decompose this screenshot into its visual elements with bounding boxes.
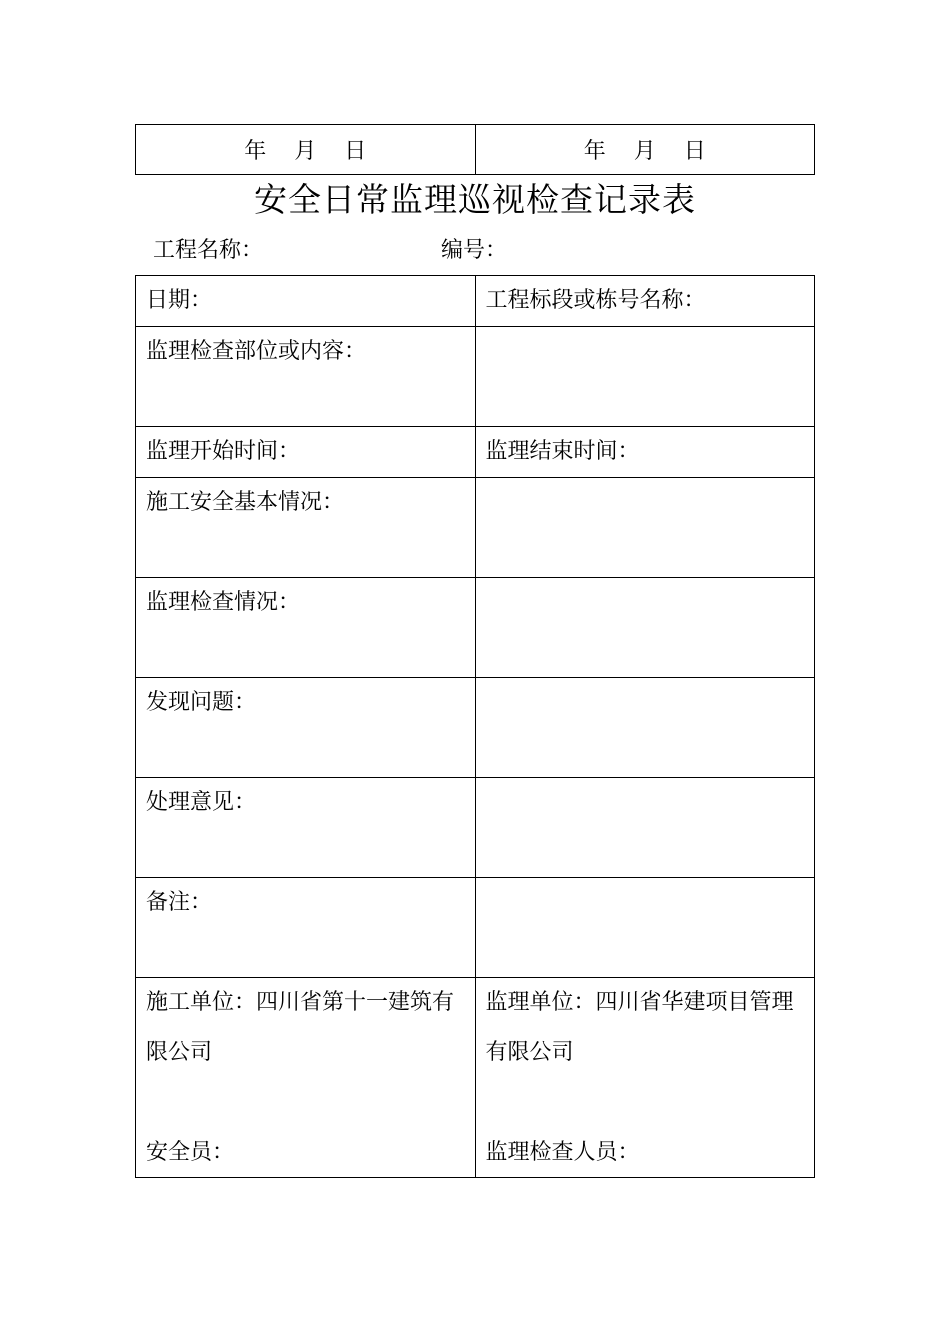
section-cell: 工程标段或栋号名称：	[475, 276, 815, 327]
inspector-label: 监理检查人员：	[485, 1140, 640, 1165]
issues-value-cell	[475, 678, 815, 778]
start-time-cell: 监理开始时间：	[136, 427, 476, 478]
inspection-part-cell: 监理检查部位或内容：	[136, 327, 476, 427]
construction-unit-cell	[136, 978, 476, 1178]
date-left: 年 月 日	[136, 125, 476, 175]
safety-officer-label: 安全员：	[146, 1140, 235, 1165]
issues-cell: 发现问题：	[136, 678, 476, 778]
table-row	[136, 878, 815, 978]
table-row	[136, 427, 815, 478]
page-title: 安全日常监理巡视检查记录表	[254, 180, 696, 219]
date-header-table	[135, 124, 815, 175]
table-row	[136, 978, 815, 1178]
table-row	[136, 678, 815, 778]
supervision-unit-cell	[475, 978, 815, 1178]
table-row	[136, 276, 815, 327]
remarks-value-cell	[475, 878, 815, 978]
construction-safety-value-cell	[475, 478, 815, 578]
construction-unit-text: 施工单位：四川省第十一建筑有限公司	[146, 990, 455, 1065]
table-row	[136, 578, 815, 678]
end-time-cell: 监理结束时间：	[475, 427, 815, 478]
handling-value-cell	[475, 778, 815, 878]
remarks-cell: 备注：	[136, 878, 476, 978]
inspection-part-value-cell	[475, 327, 815, 427]
supervision-unit-text: 监理单位：四川省华建项目管理有限公司	[485, 990, 794, 1065]
inspection-form-table	[135, 275, 815, 1178]
table-row	[136, 478, 815, 578]
handling-cell: 处理意见：	[136, 778, 476, 878]
table-row	[136, 327, 815, 427]
inspection-status-cell: 监理检查情况：	[136, 578, 476, 678]
number-label: 编号：	[441, 238, 508, 263]
date-cell: 日期：	[136, 276, 476, 327]
inspection-status-value-cell	[475, 578, 815, 678]
project-name-label: 工程名称：	[153, 238, 264, 263]
date-right: 年 月 日	[475, 125, 815, 175]
construction-safety-cell: 施工安全基本情况：	[136, 478, 476, 578]
table-row	[136, 778, 815, 878]
